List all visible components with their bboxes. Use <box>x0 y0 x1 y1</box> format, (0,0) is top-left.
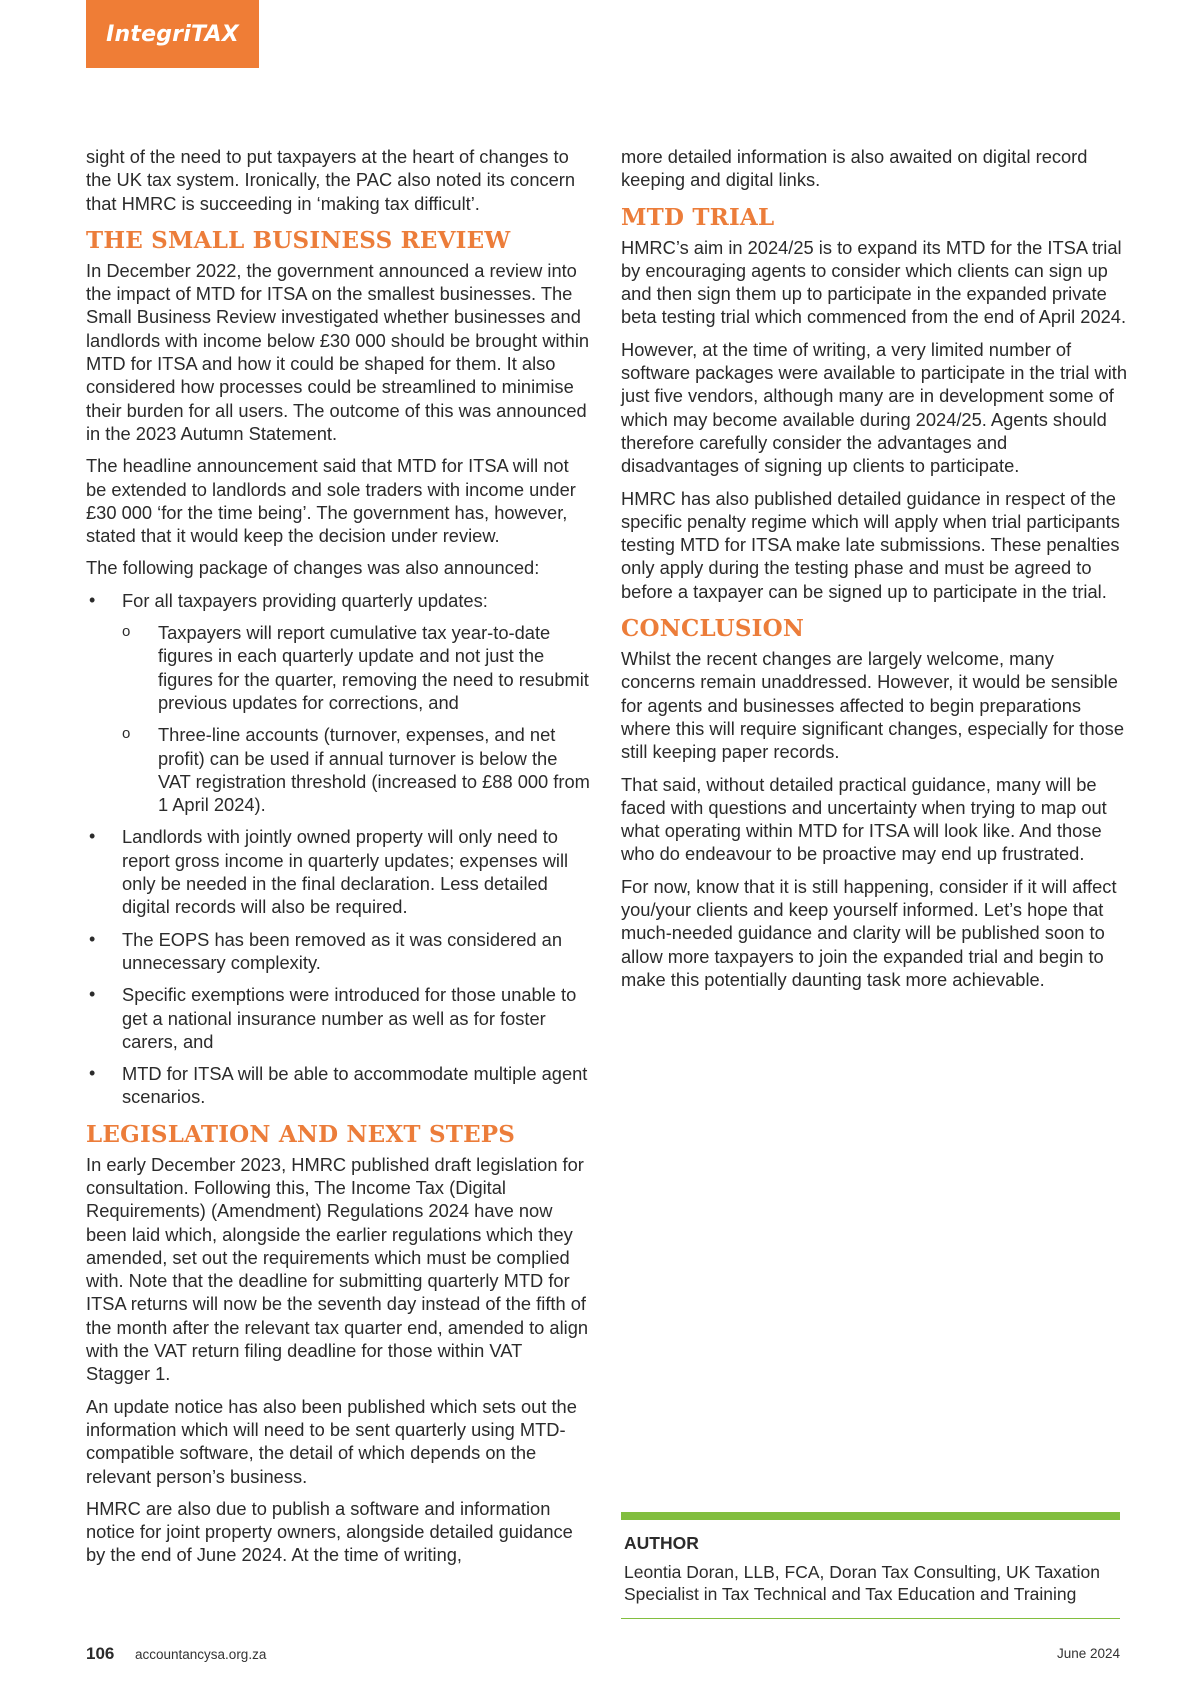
bullet-item: • Landlords with jointly owned property will only need to report gross income in quarterly updates; expenses will only be needed in the final declaration. Less detailed digital records will also be required. <box>86 825 591 918</box>
heading-small-business-review: THE SMALL BUSINESS REVIEW <box>86 226 511 254</box>
left-column <box>86 145 591 1576</box>
author-details: Leontia Doran, LLB, FCA, Doran Tax Consulting, UK Taxation Specialist in Tax Technical and Tax Education and Training <box>624 1562 1101 1604</box>
small-business-review-paragraph-1: In December 2022, the government announced a review into the impact of MTD for ITSA on the smallest businesses. The Small Business Review investigated whether businesses and landlords with income below £30 000 should be brought within MTD for ITSA and how it could be shaped for them. It also considered how processes could be streamlined to minimise their burden for all users. The outcome of this was announced in the 2023 Autumn Statement. <box>86 259 590 444</box>
small-business-review-paragraph-3: The following package of changes was also announced: <box>86 557 540 579</box>
author-label: AUTHOR <box>624 1533 699 1553</box>
heading-conclusion: CONCLUSION <box>621 615 805 643</box>
sub-bullet-list <box>122 621 591 816</box>
right-column <box>621 145 1129 1000</box>
heading-mtd-trial: MTD TRIAL <box>621 203 775 231</box>
author-bottom-rule <box>621 1618 1120 1619</box>
legislation-paragraph-2: An update notice has also been published which sets out the information which will need to be sent quarterly using MTD-compatible software, the detail of which depends on the relevant person’s business. <box>86 1395 577 1487</box>
footer-date: June 2024 <box>1056 1646 1120 1661</box>
conclusion-paragraph-3: For now, know that it is still happening, consider if it will affect you/your clients and keep yourself informed. Let’s hope that much-needed guidance and clarity will be published soon to allow more taxpayers to join the expanded trial and begin to make this potentially daunting task more achievable. <box>621 875 1117 990</box>
sub-bullet-item: o Three-line accounts (turnover, expenses, and net profit) can be used if annual turnover is below the VAT registration threshold (increased to £88 000 from 1 April 2024). <box>122 723 591 816</box>
mtd-trial-paragraph-3: HMRC has also published detailed guidance in respect of the specific penalty regime which will apply when trial participants testing MTD for ITSA make late submissions. These penalties only apply during the testing phase and must be agreed to before a taxpayer can be signed up to participate in the trial. <box>621 487 1120 602</box>
legislation-paragraph-1: In early December 2023, HMRC published draft legislation for consultation. Following this, The Income Tax (Digital Requirements) (Amendment) Regulations 2024 have now been laid which, alongside the earlier regulations which they amended, set out the requirements which must be complied with. Note that the deadline for submitting quarterly MTD for ITSA returns will now be the seventh day instead of the fifth of the month after the relevant tax quarter end, amended to align with the VAT return filing deadline for those within VAT Stagger 1. <box>86 1153 589 1385</box>
bullet-item <box>86 589 591 817</box>
legislation-paragraph-3: HMRC are also due to publish a software and information notice for joint property owners, alongside detailed guidance by the end of June 2024. At the time of writing, <box>86 1497 573 1566</box>
conclusion-paragraph-1: Whilst the recent changes are largely welcome, many concerns remain unaddressed. However, it would be sensible for agents and businesses affected to begin preparations where this will require significant changes, especially for those still keeping paper records. <box>621 648 1124 763</box>
footer-website: accountancysa.org.za <box>135 1647 267 1662</box>
sub-bullet-item: o Taxpayers will report cumulative tax year-to-date figures in each quarterly update and not just the figures for the quarter, removing the need to resubmit previous updates for corrections, and <box>122 621 591 714</box>
author-top-bar <box>621 1512 1120 1520</box>
integritax-logo-tab <box>86 0 259 68</box>
author-box <box>624 1532 1124 1605</box>
bullet-item: • MTD for ITSA will be able to accommodate multiple agent scenarios. <box>86 1062 591 1109</box>
integritax-logo: IntegriTAX <box>106 21 239 47</box>
mtd-trial-paragraph-1: HMRC’s aim in 2024/25 is to expand its MTD for the ITSA trial by encouraging agents to consider which clients can sign up and then sign them up to participate in the expanded private beta testing trial which commenced from the end of April 2024. <box>621 236 1127 328</box>
small-business-review-paragraph-2: The headline announcement said that MTD for ITSA will not be extended to landlords and sole traders with income under £30 000 ‘for the time being’. The government has, however, stated that it would keep the decision under review. <box>86 455 576 547</box>
right-intro-paragraph: more detailed information is also awaited on digital record keeping and digital links. <box>621 146 1088 191</box>
bullet-text: For all taxpayers providing quarterly updates: <box>122 589 488 611</box>
changes-bullet-list <box>86 589 591 1109</box>
page-number: 106 <box>86 1644 115 1663</box>
bullet-item: • The EOPS has been removed as it was considered an unnecessary complexity. <box>86 928 591 975</box>
bullet-item: • Specific exemptions were introduced for those unable to get a national insurance number as well as for foster carers, and <box>86 983 591 1053</box>
mtd-trial-paragraph-2: However, at the time of writing, a very limited number of software packages were available to participate in the trial with just five vendors, although many are in development some of which may become available during 2024/25. Agents should therefore carefully consider the advantages and disadvantages of signing up clients to participate. <box>621 338 1128 477</box>
left-intro-paragraph: sight of the need to put taxpayers at the heart of changes to the UK tax system. Ironically, the PAC also noted its concern that HMRC is succeeding in ‘making tax difficult’. <box>86 146 576 214</box>
heading-legislation-next-steps: LEGISLATION AND NEXT STEPS <box>86 1120 516 1148</box>
conclusion-paragraph-2: That said, without detailed practical guidance, many will be faced with questions and uncertainty when trying to map out what operating within MTD for ITSA will look like. And those who do endeavour to be proactive may end up frustrated. <box>621 773 1107 865</box>
